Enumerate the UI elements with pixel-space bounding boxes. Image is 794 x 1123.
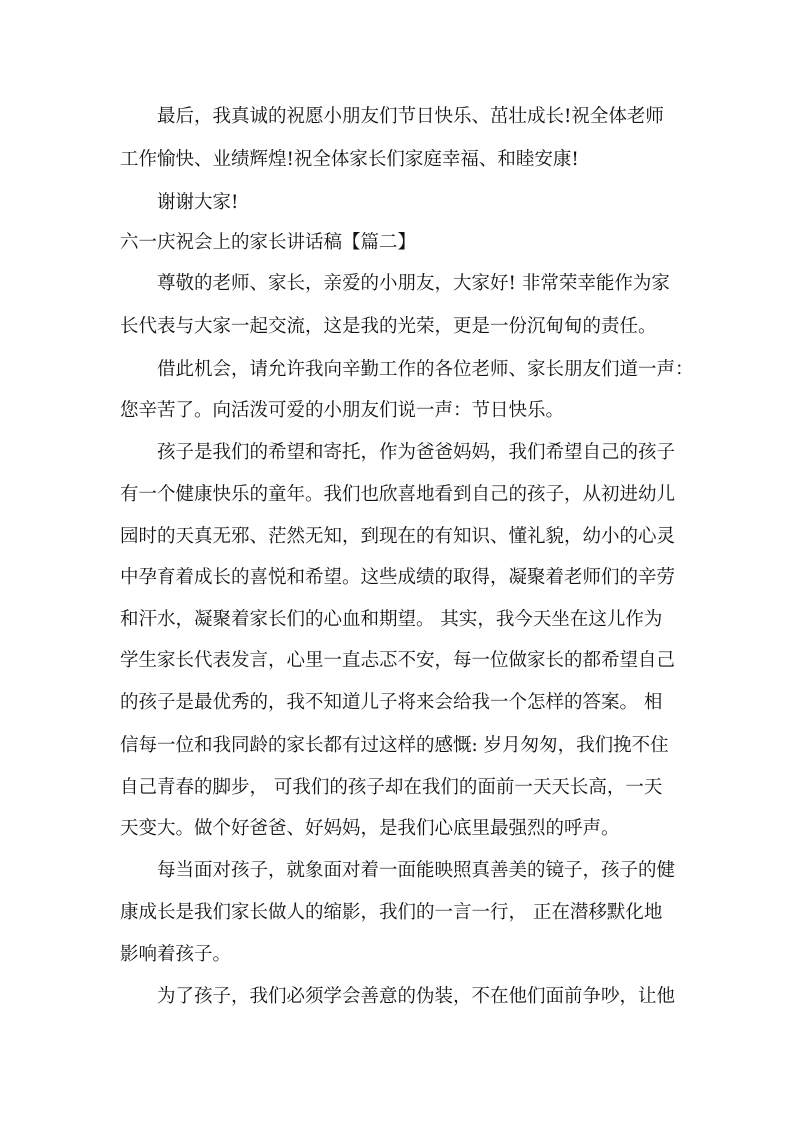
text-line: 有一个健康快乐的童年。我们也欣喜地看到自己的孩子，从初进幼儿 <box>120 484 676 505</box>
text-line: 尊敬的老师、家长，亲爱的小朋友，大家好! 非常荣幸能作为家 <box>157 273 670 294</box>
text-line: 的孩子是最优秀的，我不知道儿子将来会给我一个怎样的答案。 相 <box>120 692 663 713</box>
text-line: 影响着孩子。 <box>120 944 232 965</box>
text-line: 天变大。做个好爸爸、好妈妈，是我们心底里最强烈的呼声。 <box>120 818 620 839</box>
text-line: 长代表与大家一起交流，这是我的光荣，更是一份沉甸甸的责任。 <box>120 316 657 337</box>
text-line: 为了孩子，我们必须学会善意的伪装，不在他们面前争吵，让他 <box>157 986 676 1007</box>
text-line: 自己青春的脚步， 可我们的孩子却在我们的面前一天天长高，一天 <box>120 777 663 798</box>
text-line: 学生家长代表发言，心里一直忐忑不安，每一位做家长的都希望自己 <box>120 650 676 671</box>
text-line: 康成长是我们家长做人的缩影，我们的一言一行， 正在潜移默化地 <box>120 902 663 923</box>
text-line: 每当面对孩子，就象面对着一面能映照真善美的镜子，孩子的健 <box>157 860 676 881</box>
text-line: 园时的天真无邪、茫然无知，到现在的有知识、懂礼貌，幼小的心灵 <box>120 526 676 547</box>
text-line: 中孕育着成长的喜悦和希望。这些成绩的取得，凝聚着老师们的辛劳 <box>120 567 676 588</box>
section-heading: 六一庆祝会上的家长讲话稿【篇二】 <box>120 232 417 253</box>
text-line: 借此机会，请允许我向辛勤工作的各位老师、家长朋友们道一声： <box>157 359 694 380</box>
text-line: 信每一位和我同龄的家长都有过这样的感慨: 岁月匆匆，我们挽不住 <box>120 735 669 756</box>
text-line: 谢谢大家! <box>157 192 239 213</box>
text-line: 您辛苦了。向活泼可爱的小朋友们说一声：节日快乐。 <box>120 400 565 421</box>
text-line: 最后，我真诚的祝愿小朋友们节日快乐、茁壮成长!祝全体老师 <box>157 106 664 127</box>
text-line: 工作愉快、业绩辉煌!祝全体家长们家庭幸福、和睦安康! <box>120 149 579 170</box>
text-line: 和汗水，凝聚着家长们的心血和期望。 其实，我今天坐在这儿作为 <box>120 609 663 630</box>
text-line: 孩子是我们的希望和寄托，作为爸爸妈妈，我们希望自己的孩子 <box>157 442 676 463</box>
